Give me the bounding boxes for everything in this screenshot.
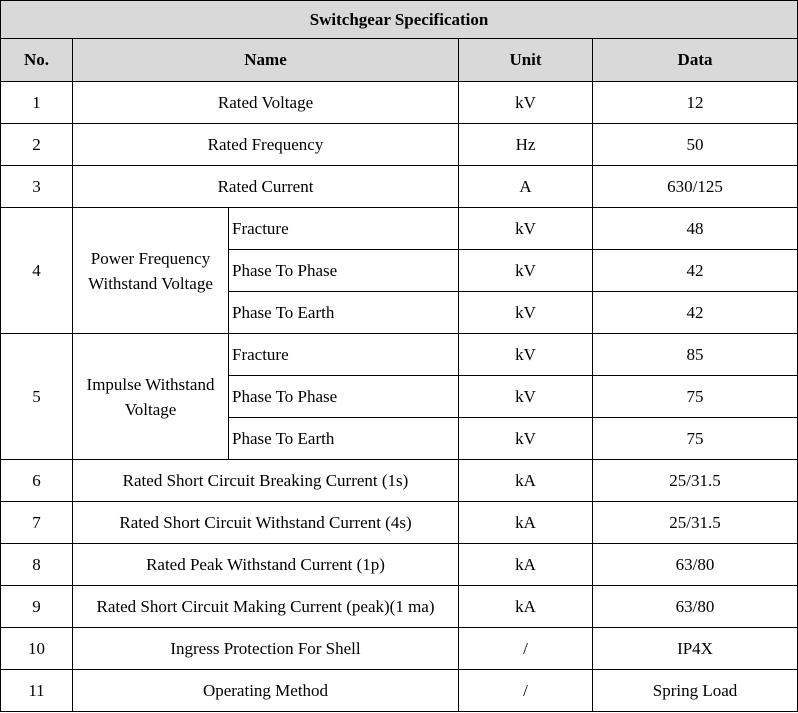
row-name: Rated Short Circuit Withstand Current (4s) bbox=[73, 502, 459, 544]
header-data: Data bbox=[593, 39, 798, 82]
header-row bbox=[1, 39, 798, 82]
row-no: 1 bbox=[1, 82, 73, 124]
table-row bbox=[1, 628, 798, 670]
table-row bbox=[1, 460, 798, 502]
row-unit: kA bbox=[459, 544, 593, 586]
row-unit: / bbox=[459, 628, 593, 670]
row-no: 3 bbox=[1, 166, 73, 208]
row-name: Rated Short Circuit Making Current (peak)(1 ma) bbox=[73, 586, 459, 628]
row-unit: kA bbox=[459, 502, 593, 544]
table-row bbox=[1, 82, 798, 124]
row-name: Operating Method bbox=[73, 670, 459, 712]
row-unit: kV bbox=[459, 250, 593, 292]
row-name: Ingress Protection For Shell bbox=[73, 628, 459, 670]
row-unit: kV bbox=[459, 376, 593, 418]
row-unit: kA bbox=[459, 586, 593, 628]
header-name: Name bbox=[73, 39, 459, 82]
row-data: 63/80 bbox=[593, 586, 798, 628]
row-no: 11 bbox=[1, 670, 73, 712]
row-data: 12 bbox=[593, 82, 798, 124]
row-no: 8 bbox=[1, 544, 73, 586]
row-data: 42 bbox=[593, 292, 798, 334]
row-group-name: Impulse Withstand Voltage bbox=[73, 334, 229, 460]
table-row bbox=[1, 208, 798, 250]
row-name: Rated Current bbox=[73, 166, 459, 208]
row-name: Rated Peak Withstand Current (1p) bbox=[73, 544, 459, 586]
row-data: 25/31.5 bbox=[593, 502, 798, 544]
title-row bbox=[1, 1, 798, 39]
row-unit: kV bbox=[459, 334, 593, 376]
row-sub-name: Fracture bbox=[229, 208, 459, 250]
row-sub-name: Phase To Earth bbox=[229, 292, 459, 334]
row-data: IP4X bbox=[593, 628, 798, 670]
table-row bbox=[1, 670, 798, 712]
row-no: 7 bbox=[1, 502, 73, 544]
row-group-name: Power Frequency Withstand Voltage bbox=[73, 208, 229, 334]
row-no: 6 bbox=[1, 460, 73, 502]
row-no: 2 bbox=[1, 124, 73, 166]
row-data: Spring Load bbox=[593, 670, 798, 712]
header-no: No. bbox=[1, 39, 73, 82]
row-sub-name: Phase To Earth bbox=[229, 418, 459, 460]
table-title: Switchgear Specification bbox=[1, 1, 798, 39]
row-unit: kV bbox=[459, 418, 593, 460]
table-row bbox=[1, 586, 798, 628]
row-name: Rated Frequency bbox=[73, 124, 459, 166]
row-data: 75 bbox=[593, 418, 798, 460]
table-row bbox=[1, 502, 798, 544]
row-data: 75 bbox=[593, 376, 798, 418]
header-unit: Unit bbox=[459, 39, 593, 82]
table-row bbox=[1, 544, 798, 586]
row-data: 42 bbox=[593, 250, 798, 292]
row-data: 48 bbox=[593, 208, 798, 250]
row-unit: kV bbox=[459, 292, 593, 334]
row-data: 85 bbox=[593, 334, 798, 376]
row-data: 25/31.5 bbox=[593, 460, 798, 502]
row-data: 63/80 bbox=[593, 544, 798, 586]
row-sub-name: Fracture bbox=[229, 334, 459, 376]
row-name: Rated Short Circuit Breaking Current (1s) bbox=[73, 460, 459, 502]
row-unit: A bbox=[459, 166, 593, 208]
table-row bbox=[1, 334, 798, 376]
row-unit: Hz bbox=[459, 124, 593, 166]
row-data: 630/125 bbox=[593, 166, 798, 208]
row-no: 10 bbox=[1, 628, 73, 670]
row-no: 4 bbox=[1, 208, 73, 334]
row-unit: kV bbox=[459, 208, 593, 250]
row-sub-name: Phase To Phase bbox=[229, 376, 459, 418]
row-unit: kA bbox=[459, 460, 593, 502]
row-no: 9 bbox=[1, 586, 73, 628]
table-row bbox=[1, 166, 798, 208]
row-unit: / bbox=[459, 670, 593, 712]
row-unit: kV bbox=[459, 82, 593, 124]
row-data: 50 bbox=[593, 124, 798, 166]
table-row bbox=[1, 124, 798, 166]
row-no: 5 bbox=[1, 334, 73, 460]
row-name: Rated Voltage bbox=[73, 82, 459, 124]
row-sub-name: Phase To Phase bbox=[229, 250, 459, 292]
